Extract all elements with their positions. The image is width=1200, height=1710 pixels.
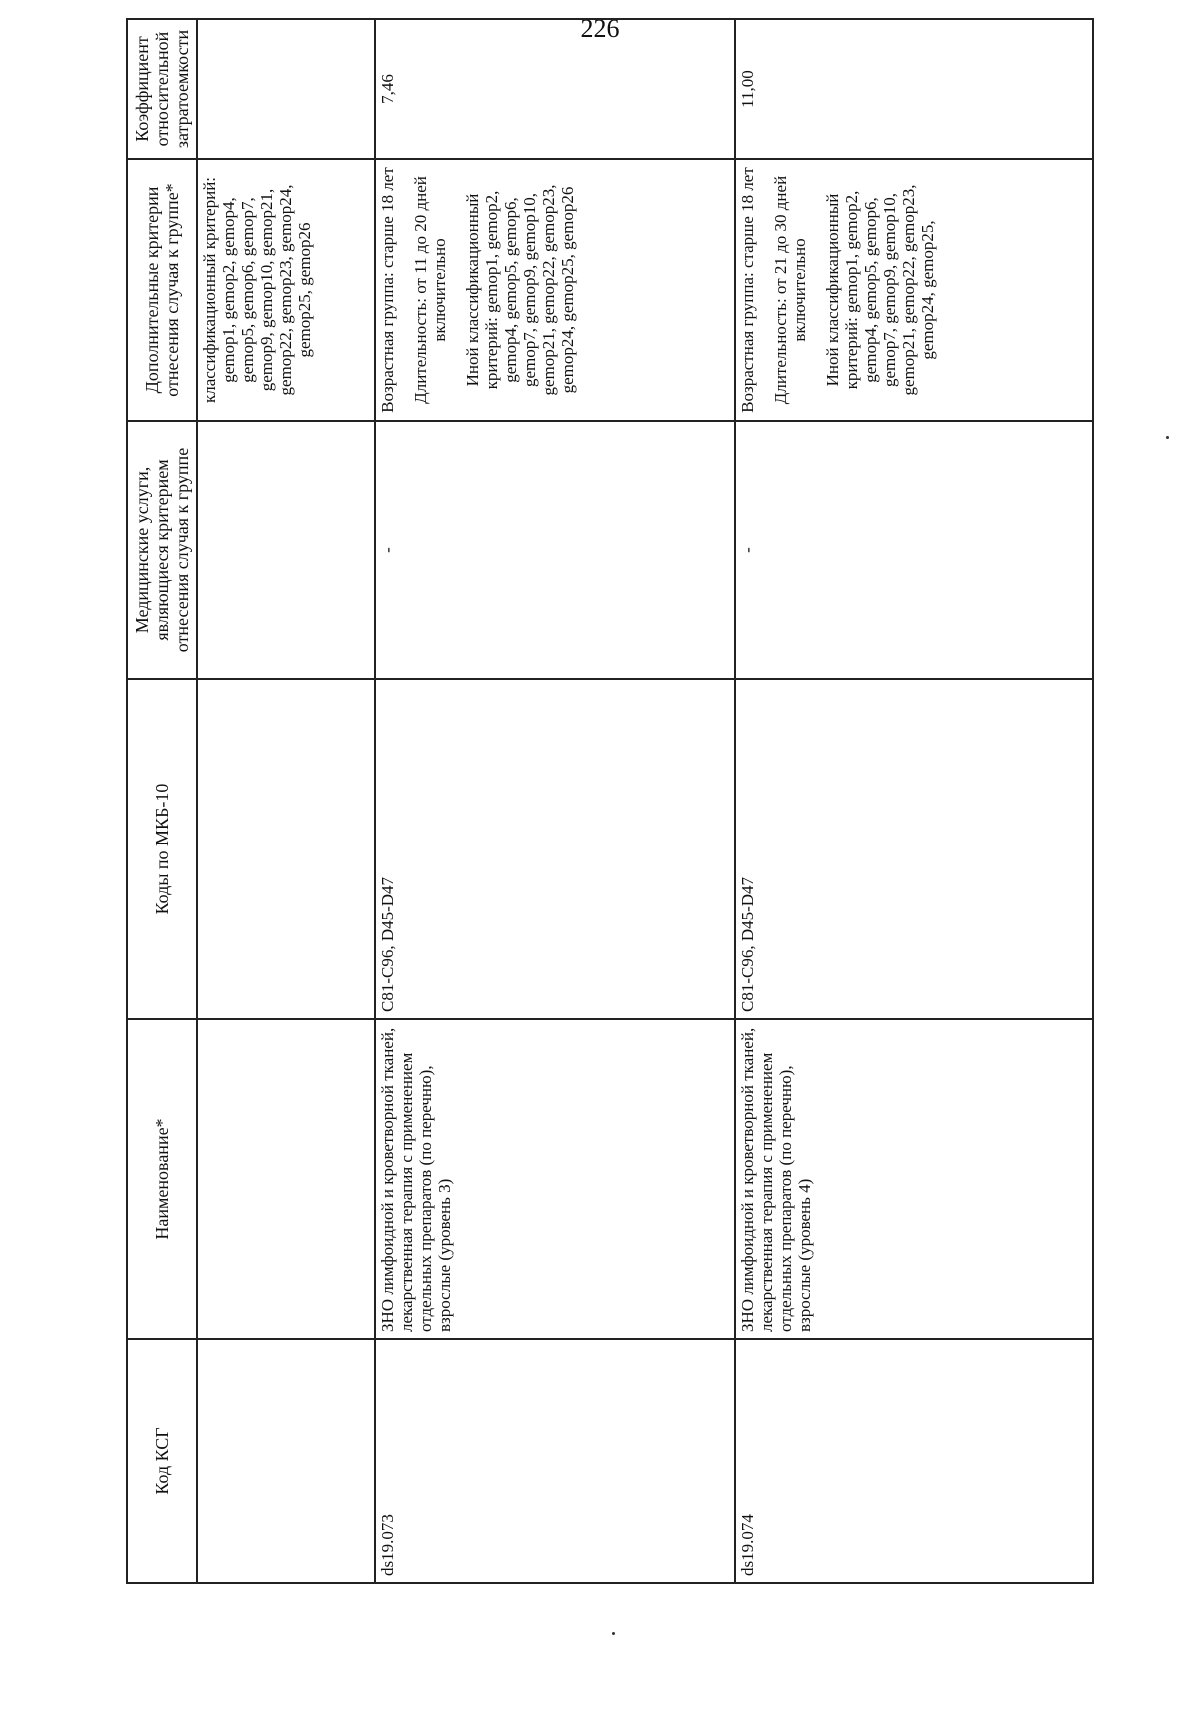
cell-criteria: классификационный критерий: gemop1, gemop2, gemop4, gemop5, gemop6, gemop7, gemop9, gemop10, gemop21, gemop22, gemop23, gemop24, gemop25, gemop26 [197,159,375,421]
criteria-other: Иной классификационный критерий: gemop1, gemop2, gemop4, gemop5, gemop6, gemop7, gemop9, gemop10, gemop21, gemop22, gemop23, gemop24, gemop25, [823,184,938,396]
cell-coef: 7,46 [375,19,735,159]
cell-services [197,421,375,679]
table-row [375,19,735,1583]
cell-name [197,1019,375,1339]
header-mkb: Коды по МКБ-10 [127,679,197,1019]
cell-services: - [735,421,1093,679]
criteria-duration: Длительность: от 21 до 30 дней включительно [771,175,810,405]
scan-speck [612,1632,615,1635]
cell-coef [197,19,375,159]
cell-mkb [197,679,375,1019]
table-row [197,19,375,1583]
criteria-other: Иной классификационный критерий: gemop1, gemop2, gemop4, gemop5, gemop6, gemop7, gemop9, gemop10, gemop21, gemop22, gemop23, gemop24, gemop25, gemop26 [463,184,578,396]
cell-criteria [735,159,1093,421]
header-name: Наименование* [127,1019,197,1339]
cell-mkb: C81-C96, D45-D47 [375,679,735,1019]
cell-code: ds19.073 [375,1339,735,1583]
cell-coef: 11,00 [735,19,1093,159]
table-container [126,29,1092,1584]
cell-criteria [375,159,735,421]
scan-speck [1166,436,1169,439]
cell-code: ds19.074 [735,1339,1093,1583]
header-criteria: Дополнительные критерии отнесения случая к группе* [127,159,197,421]
criteria-age: Возрастная группа: старше 18 лет [378,167,397,413]
cell-code [197,1339,375,1583]
page-number: 226 [580,14,620,43]
cell-name: ЗНО лимфоидной и кроветворной тканей, лекарственная терапия с применением отдельных препаратов (по перечню), взрослые (уровень 3) [375,1019,735,1339]
header-coef: Коэффициент относительной затратоемкости [127,19,197,159]
cell-name: ЗНО лимфоидной и кроветворной тканей, лекарственная терапия с применением отдельных препаратов (по перечню), взрослые (уровень 4) [735,1019,1093,1339]
table-row [735,19,1093,1583]
cell-services: - [375,421,735,679]
criteria-age: Возрастная группа: старше 18 лет [738,167,757,413]
header-row [127,19,197,1583]
cell-mkb: C81-C96, D45-D47 [735,679,1093,1019]
ksg-table [126,18,1094,1584]
header-code: Код КСГ [127,1339,197,1583]
header-services: Медицинские услуги, являющиеся критерием отнесения случая к группе [127,421,197,679]
criteria-duration: Длительность: от 11 до 20 дней включительно [411,176,450,404]
